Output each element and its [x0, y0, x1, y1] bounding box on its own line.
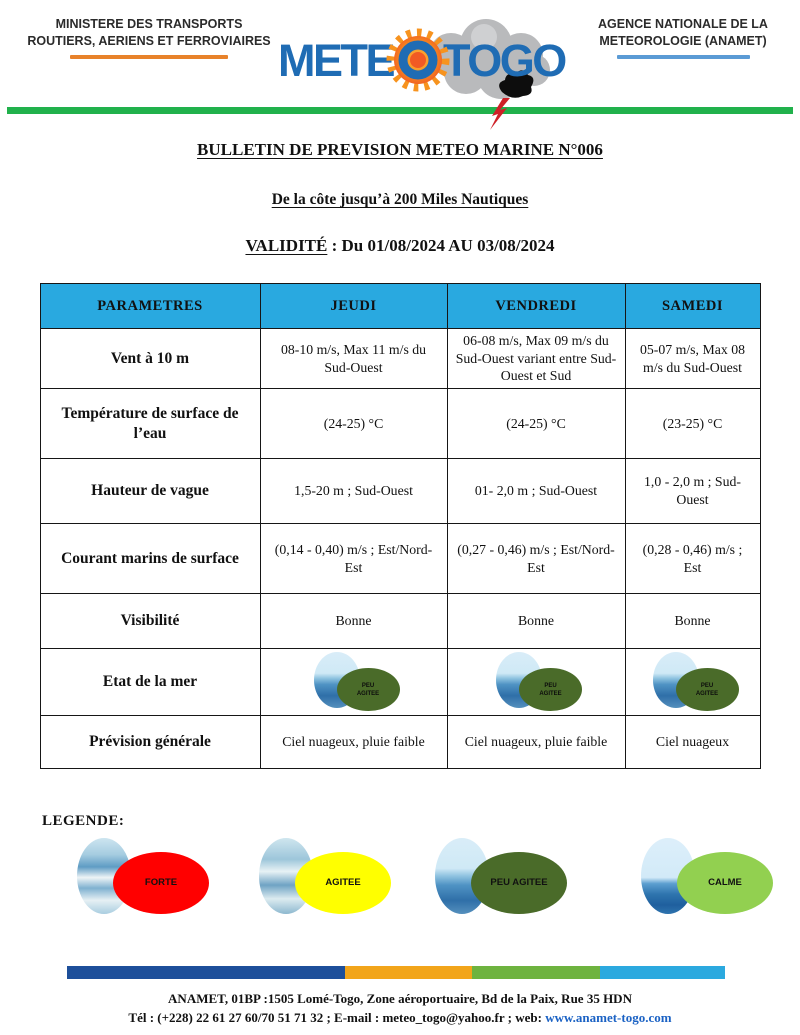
- row-etat-mer: [40, 649, 760, 716]
- forecast-cell: 01- 2,0 m ; Sud-Ouest: [447, 459, 625, 524]
- agency-block: [576, 16, 790, 59]
- sea-state-badge: [676, 668, 739, 711]
- agency-line1: AGENCE NATIONALE DE LA: [598, 17, 768, 31]
- forecast-cell: 08-10 m/s, Max 11 m/s du Sud-Ouest: [260, 329, 447, 389]
- legend-badge: [677, 852, 773, 914]
- param-label: Prévision générale: [40, 716, 260, 769]
- ministry-line1: MINISTERE DES TRANSPORTS: [55, 17, 243, 31]
- forecast-cell: Bonne: [625, 594, 760, 649]
- footer-bar-segment: [600, 966, 725, 979]
- logo-text-togo: TOGO: [443, 34, 565, 86]
- lightning-icon: [490, 98, 510, 130]
- logo-text-row: [278, 28, 565, 92]
- legend-label: AGITEE: [325, 877, 361, 888]
- sea-state-text: PEU: [700, 682, 714, 689]
- table-header-row: [40, 284, 760, 329]
- forecast-cell: (24-25) °C: [447, 389, 625, 459]
- forecast-cell: 06-08 m/s, Max 09 m/s du Sud-Ouest variant entre Sud-Ouest et Sud: [447, 329, 625, 389]
- forecast-table: [40, 283, 761, 769]
- validity-dates: : Du 01/08/2024 AU 03/08/2024: [327, 236, 555, 255]
- forecast-cell: 1,0 - 2,0 m ; Sud-Ouest: [625, 459, 760, 524]
- validity-line: [0, 236, 800, 256]
- sun-icon: [386, 28, 450, 92]
- letterhead: [0, 0, 800, 96]
- forecast-cell: (24-25) °C: [260, 389, 447, 459]
- sea-state-text: PEU: [544, 682, 557, 689]
- footer: [0, 966, 800, 1026]
- sea-state-graphic: [306, 652, 402, 712]
- ministry-block: [18, 16, 280, 59]
- param-label: Courant marins de surface: [40, 524, 260, 594]
- param-label: Visibilité: [40, 594, 260, 649]
- logo-text-mete: METE: [278, 34, 394, 86]
- scope-subtitle-text: De la côte jusqu’à 200 Miles Nautiques: [271, 191, 529, 208]
- footer-bar-segment: [67, 966, 345, 979]
- footer-contact-text: Tél : (+228) 22 61 27 60/70 51 71 32 ; E-mail : meteo_togo@yahoo.fr ; web:: [128, 1010, 546, 1025]
- meteo-togo-logo: [278, 8, 565, 108]
- sea-state-graphic: [645, 652, 741, 712]
- forecast-cell: (0,28 - 0,46) m/s ; Est: [625, 524, 760, 594]
- footer-color-bar: [67, 966, 725, 979]
- legend-item-forte: [77, 834, 217, 920]
- col-vendredi: VENDREDI: [447, 284, 625, 329]
- param-label: Etat de la mer: [40, 649, 260, 716]
- legend-badge: [113, 852, 209, 914]
- agency-line2: METEOROLOGIE (ANAMET): [599, 34, 767, 48]
- forecast-cell: 05-07 m/s, Max 08 m/s du Sud-Ouest: [625, 329, 760, 389]
- legend-row: [42, 834, 800, 920]
- sea-state-badge: [337, 668, 400, 711]
- footer-bar-segment: [345, 966, 473, 979]
- ministry-underline: [70, 55, 228, 59]
- param-label: Vent à 10 m: [40, 329, 260, 389]
- website-link[interactable]: www.anamet-togo.com: [545, 1010, 672, 1025]
- sea-state-text: AGITEE: [695, 690, 719, 697]
- row-vent: [40, 329, 760, 389]
- legend: [42, 813, 800, 920]
- forecast-cell: 1,5-20 m ; Sud-Ouest: [260, 459, 447, 524]
- footer-contact: [0, 1010, 800, 1026]
- row-prevision: [40, 716, 760, 769]
- legend-label: CALME: [708, 877, 742, 888]
- scope-subtitle: [0, 191, 800, 209]
- col-samedi: SAMEDI: [625, 284, 760, 329]
- bulletin-title: [0, 140, 800, 160]
- row-visibilite: [40, 594, 760, 649]
- sea-state-text: AGITEE: [356, 690, 380, 697]
- sea-state-cell: [625, 649, 760, 716]
- forecast-cell: Ciel nuageux: [625, 716, 760, 769]
- col-jeudi: JEUDI: [260, 284, 447, 329]
- row-vague: [40, 459, 760, 524]
- forecast-cell: Ciel nuageux, pluie faible: [260, 716, 447, 769]
- forecast-cell: Ciel nuageux, pluie faible: [447, 716, 625, 769]
- param-label: Hauteur de vague: [40, 459, 260, 524]
- legend-label: PEU AGITEE: [490, 877, 548, 888]
- legend-item-peu-agitee: [435, 834, 575, 920]
- forecast-cell: Bonne: [260, 594, 447, 649]
- ministry-line2: ROUTIERS, AERIENS ET FERROVIAIRES: [27, 34, 271, 48]
- sea-state-cell: [260, 649, 447, 716]
- col-parametres: PARAMETRES: [40, 284, 260, 329]
- sea-state-cell: [447, 649, 625, 716]
- forecast-cell: (0,27 - 0,46) m/s ; Est/Nord-Est: [447, 524, 625, 594]
- legend-badge: [295, 852, 391, 914]
- forecast-cell: Bonne: [447, 594, 625, 649]
- footer-address: ANAMET, 01BP :1505 Lomé-Togo, Zone aéroportuaire, Bd de la Paix, Rue 35 HDN: [168, 991, 632, 1006]
- row-courant: [40, 524, 760, 594]
- bulletin-title-text: BULLETIN DE PREVISION METEO MARINE N°006: [197, 140, 603, 159]
- legend-badge: [471, 852, 567, 914]
- green-divider: [7, 107, 793, 114]
- forecast-cell: (0,14 - 0,40) m/s ; Est/Nord-Est: [260, 524, 447, 594]
- legend-label: FORTE: [144, 877, 178, 888]
- sea-state-text: AGITEE: [539, 690, 562, 697]
- forecast-cell: (23-25) °C: [625, 389, 760, 459]
- agency-underline: [617, 55, 750, 59]
- param-label: Température de surface de l’eau: [40, 389, 260, 459]
- sea-state-text: PEU: [361, 682, 375, 689]
- sea-state-badge: [519, 668, 582, 711]
- legend-title: LEGENDE:: [42, 813, 125, 829]
- footer-bar-segment: [472, 966, 600, 979]
- legend-item-calme: [641, 834, 781, 920]
- validity-label: VALIDITÉ: [245, 236, 328, 255]
- sea-state-graphic: [488, 652, 584, 712]
- row-temperature: [40, 389, 760, 459]
- legend-item-agitee: [259, 834, 399, 920]
